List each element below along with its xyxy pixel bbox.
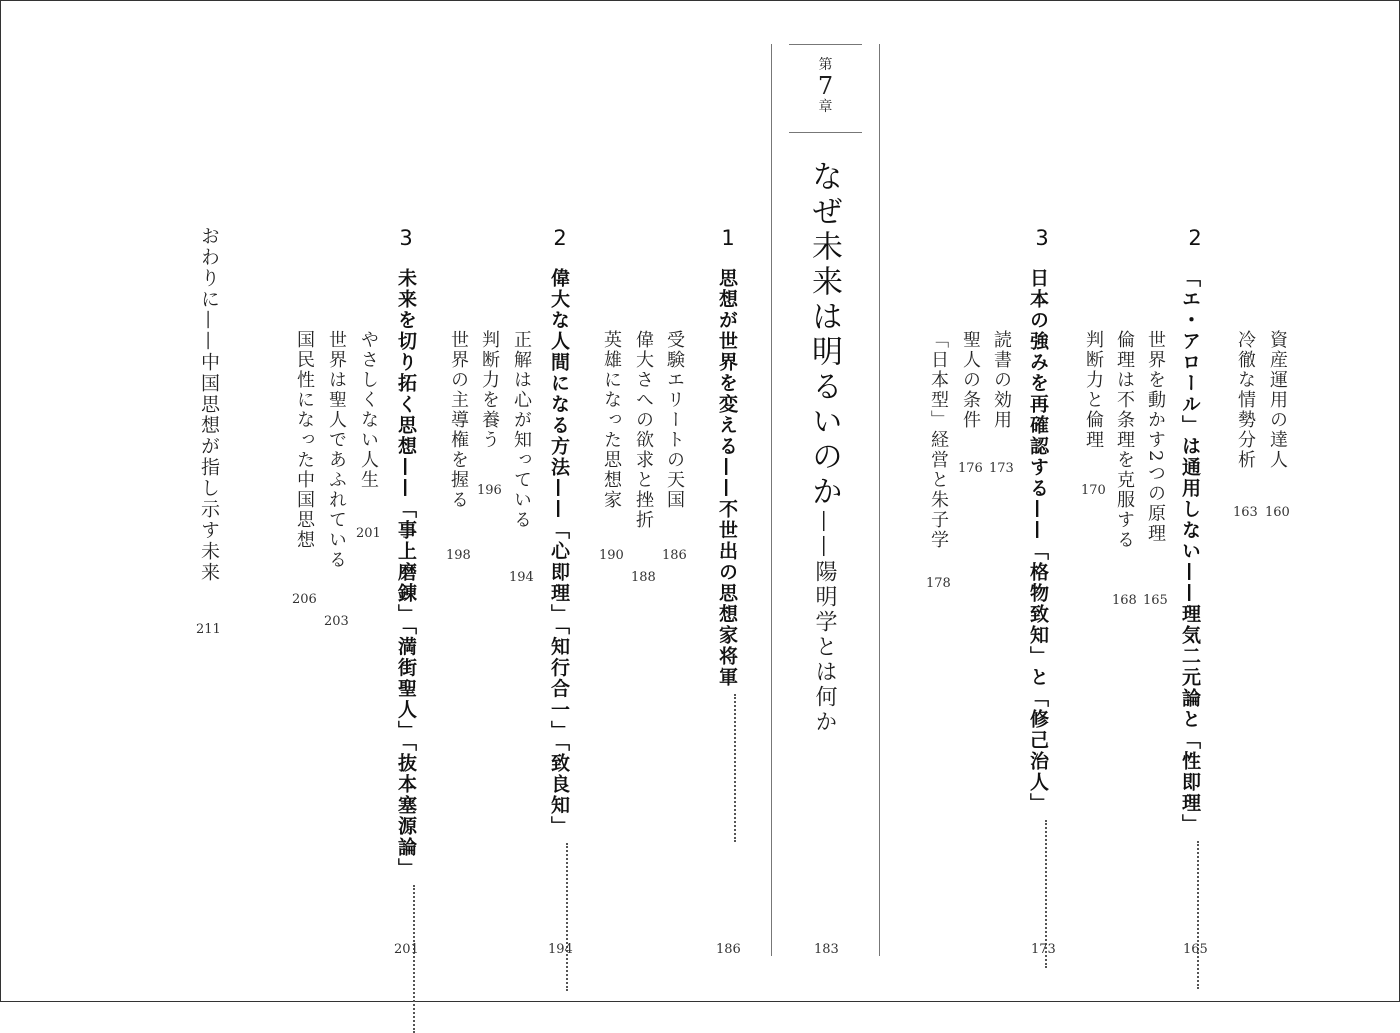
- leader-dots: [413, 885, 415, 1033]
- toc-item[interactable]: 受験エリートの天国: [664, 330, 685, 510]
- leader-dots: [734, 694, 736, 842]
- chapter-label-top-rule: [789, 44, 862, 45]
- section-page: 201: [394, 942, 419, 957]
- chapter-label-top: 第: [818, 57, 833, 73]
- toc-item[interactable]: 「日本型」経営と朱子学: [928, 330, 949, 550]
- section-title[interactable]: 「エ・アロール」は通用しない——理気二元論と「性即理」: [1180, 268, 1199, 989]
- chapter-title[interactable]: [806, 160, 842, 735]
- toc-item-page: 160: [1265, 505, 1290, 520]
- toc-item[interactable]: 判断力を養う: [479, 330, 500, 450]
- toc-item[interactable]: 世界は聖人であふれている: [326, 330, 347, 570]
- closing-page: 211: [196, 622, 221, 637]
- toc-item[interactable]: 偉大さへの欲求と挫折: [633, 330, 654, 530]
- section-title[interactable]: 思想が世界を変える——不世出の思想家将軍: [717, 268, 736, 842]
- chapter-label-bottom: 章: [818, 99, 833, 115]
- chapter-title-main: なぜ未来は明るいのか: [806, 160, 842, 510]
- section-number: 2: [553, 226, 567, 250]
- toc-item[interactable]: 正解は心が知っている: [511, 330, 532, 530]
- toc-item[interactable]: やさしくない人生: [358, 330, 379, 490]
- toc-item-page: 194: [509, 570, 534, 585]
- toc-item[interactable]: 聖人の条件: [960, 330, 981, 430]
- toc-item[interactable]: 判断力と倫理: [1083, 330, 1104, 450]
- toc-item-page: 176: [958, 461, 983, 476]
- toc-item[interactable]: 世界を動かす2つの原理: [1145, 330, 1166, 544]
- chapter-page: 183: [814, 942, 839, 957]
- toc-item[interactable]: 世界の主導権を握る: [448, 330, 469, 510]
- toc-item[interactable]: 冷徹な情勢分析: [1235, 330, 1256, 470]
- toc-item-page: 203: [324, 614, 349, 629]
- closing-title[interactable]: おわりに——中国思想が指し示す未来: [198, 226, 220, 583]
- toc-item[interactable]: 資産運用の達人: [1267, 330, 1288, 470]
- section-number: 2: [1188, 226, 1202, 250]
- toc-item-page: 165: [1143, 593, 1168, 608]
- section-page: 194: [548, 942, 573, 957]
- toc-item-page: 196: [477, 483, 502, 498]
- chapter-rule-right: [879, 44, 880, 956]
- chapter-label-bottom-rule: [789, 132, 862, 133]
- toc-item-page: 201: [356, 526, 381, 541]
- section-number: 3: [1035, 226, 1049, 250]
- section-number: 3: [399, 226, 413, 250]
- toc-item[interactable]: 国民性になった中国思想: [294, 330, 315, 550]
- toc-item-page: 170: [1081, 483, 1106, 498]
- toc-item[interactable]: 倫理は不条理を克服する: [1114, 330, 1135, 550]
- section-page: 165: [1183, 942, 1208, 957]
- section-page: 186: [716, 942, 741, 957]
- chapter-rule-left: [771, 44, 772, 956]
- section-number: 1: [721, 226, 735, 250]
- chapter-title-dash: ——: [812, 510, 837, 560]
- chapter-subtitle: 陽明学とは何か: [812, 560, 837, 735]
- leader-dots: [566, 843, 568, 991]
- toc-item-page: 173: [989, 461, 1014, 476]
- toc-item-page: 190: [599, 548, 624, 563]
- toc-item[interactable]: 読書の効用: [991, 330, 1012, 430]
- section-page: 173: [1031, 942, 1056, 957]
- toc-item-page: 168: [1112, 593, 1137, 608]
- toc-item-page: 206: [292, 592, 317, 607]
- toc-item-page: 188: [631, 570, 656, 585]
- toc-item[interactable]: 英雄になった思想家: [601, 330, 622, 510]
- section-title[interactable]: 日本の強みを再確認する——「格物致知」と「修己治人」: [1028, 268, 1047, 968]
- leader-dots: [1197, 841, 1199, 989]
- toc-item-page: 178: [926, 576, 951, 591]
- chapter-number: 7: [817, 72, 834, 100]
- section-title[interactable]: 偉大な人間になる方法——「心即理」「知行合一」「致良知」: [549, 268, 568, 991]
- toc-item-page: 186: [662, 548, 687, 563]
- toc-item-page: 163: [1233, 505, 1258, 520]
- toc-item-page: 198: [446, 548, 471, 563]
- chapter-label: [789, 58, 862, 114]
- section-title[interactable]: 未来を切り拓く思想——「事上磨錬」「満街聖人」「抜本塞源論」: [396, 268, 415, 1033]
